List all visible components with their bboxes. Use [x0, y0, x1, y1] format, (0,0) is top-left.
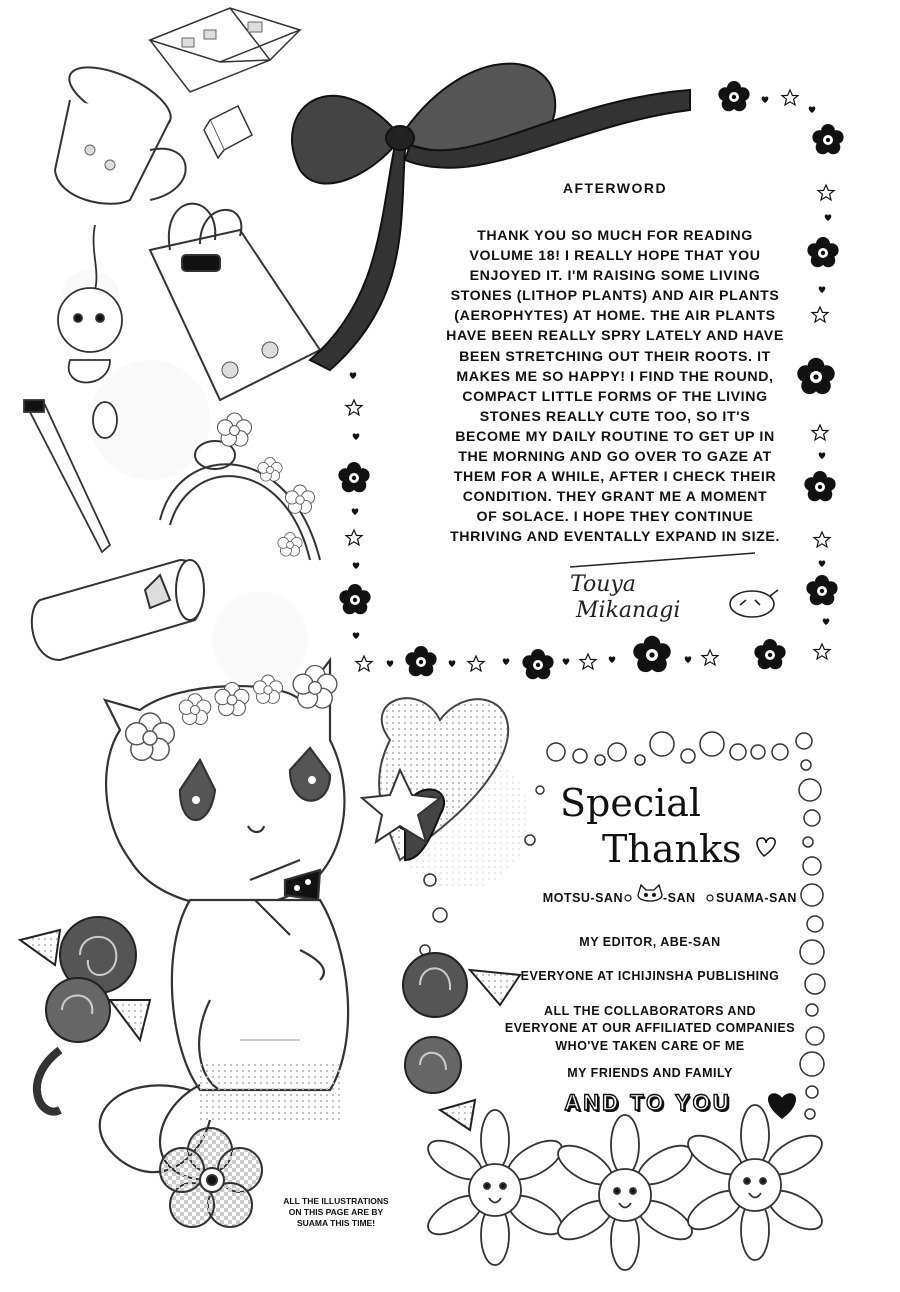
- notebook-illustration: [150, 8, 300, 92]
- name-separator-dot: [707, 895, 713, 901]
- keychain-charm-illustration: [58, 225, 122, 438]
- special-thanks-title: [560, 780, 800, 872]
- illustration-credit: [276, 1196, 396, 1229]
- credit-line: SUAMA THIS TIME!: [296, 1218, 376, 1228]
- small-box-illustration: [204, 106, 252, 158]
- afterword-line: ENJOYED IT. I'M RAISING SOME LIVING: [469, 268, 761, 285]
- afterword-line: MAKES ME SO HAPPY! I FIND THE ROUND,: [456, 368, 774, 385]
- thanks-finale: AND TO YOU: [564, 1090, 732, 1115]
- credit-line: ALL THE ILLUSTRATIONS: [283, 1196, 389, 1206]
- afterword-line: STONES REALLY CUTE TOO, SO IT'S: [479, 408, 751, 425]
- mug-illustration: [55, 55, 186, 204]
- author-signature: [570, 572, 730, 624]
- thanks-name-suama: SUAMA-SAN: [716, 891, 797, 905]
- afterword-line: BECOME MY DAILY ROUTINE TO GET UP IN: [455, 428, 775, 445]
- afterword-line: CONDITION. THEY GRANT ME A MOMENT: [462, 489, 768, 506]
- smiling-daisies-illustration: [422, 1105, 828, 1270]
- checkered-flower-illustration: [160, 1128, 262, 1227]
- thanks-editor: MY EDITOR, ABE-SAN: [579, 935, 721, 949]
- afterword-line: STONES (LITHOP PLANTS) AND AIR PLANTS: [450, 288, 780, 305]
- thanks-title-line2: Thanks: [602, 827, 742, 871]
- afterword-line: THE MORNING AND GO OVER TO GAZE AT: [458, 449, 772, 466]
- thanks-publisher: EVERYONE AT ICHIJINSHA PUBLISHING: [520, 969, 780, 983]
- headband-illustration: [160, 458, 320, 561]
- afterword-title: AFTERWORD: [562, 180, 668, 196]
- signature-line: [570, 553, 755, 567]
- cat-face-icon: [638, 885, 662, 901]
- thanks-title-line1: Special: [560, 781, 702, 825]
- thanks-friends-family: MY FRIENDS AND FAMILY: [567, 1066, 733, 1080]
- afterword-body: [412, 226, 818, 548]
- thanks-collaborators: ALL THE COLLABORATORS AND: [543, 1004, 757, 1018]
- name-separator-dot: [625, 895, 631, 901]
- thanks-affiliated: EVERYONE AT OUR AFFILIATED COMPANIES: [504, 1021, 796, 1035]
- credit-line: ON THIS PAGE ARE BY: [288, 1207, 384, 1217]
- afterword-line: OF SOLACE. I HOPE THEY CONTINUE: [476, 509, 754, 526]
- thanks-taken-care: WHO'VE TAKEN CARE OF ME: [555, 1039, 745, 1053]
- afterword-line: THRIVING AND EVENTALLY EXPAND IN SIZE.: [450, 529, 780, 546]
- afterword-line: COMPACT LITTLE FORMS OF THE LIVING: [462, 388, 768, 405]
- signature-first-name: Touya: [570, 572, 636, 597]
- afterword-line: (AEROPHYTES) AT HOME. THE AIR PLANTS: [454, 308, 776, 325]
- pencil-case-illustration: [32, 560, 204, 660]
- afterword-line: BEEN STRETCHING OUT THEIR ROOTS. IT: [459, 348, 771, 365]
- thanks-name-motsu: MOTSU-SAN: [542, 891, 623, 905]
- afterword-line: VOLUME 18! I REALLY HOPE THAT YOU: [469, 248, 761, 265]
- afterword-line: HAVE BEEN REALLY SPRY LATELY AND HAVE: [446, 328, 784, 345]
- signature-doodle: [730, 590, 778, 617]
- afterword-line: THEM FOR A WHILE, AFTER I CHECK THEIR: [453, 469, 777, 486]
- afterword-line: THANK YOU SO MUCH FOR READING: [477, 228, 753, 244]
- signature-last-name: Mikanagi: [576, 598, 681, 623]
- thanks-name-cat: -SAN: [663, 891, 696, 905]
